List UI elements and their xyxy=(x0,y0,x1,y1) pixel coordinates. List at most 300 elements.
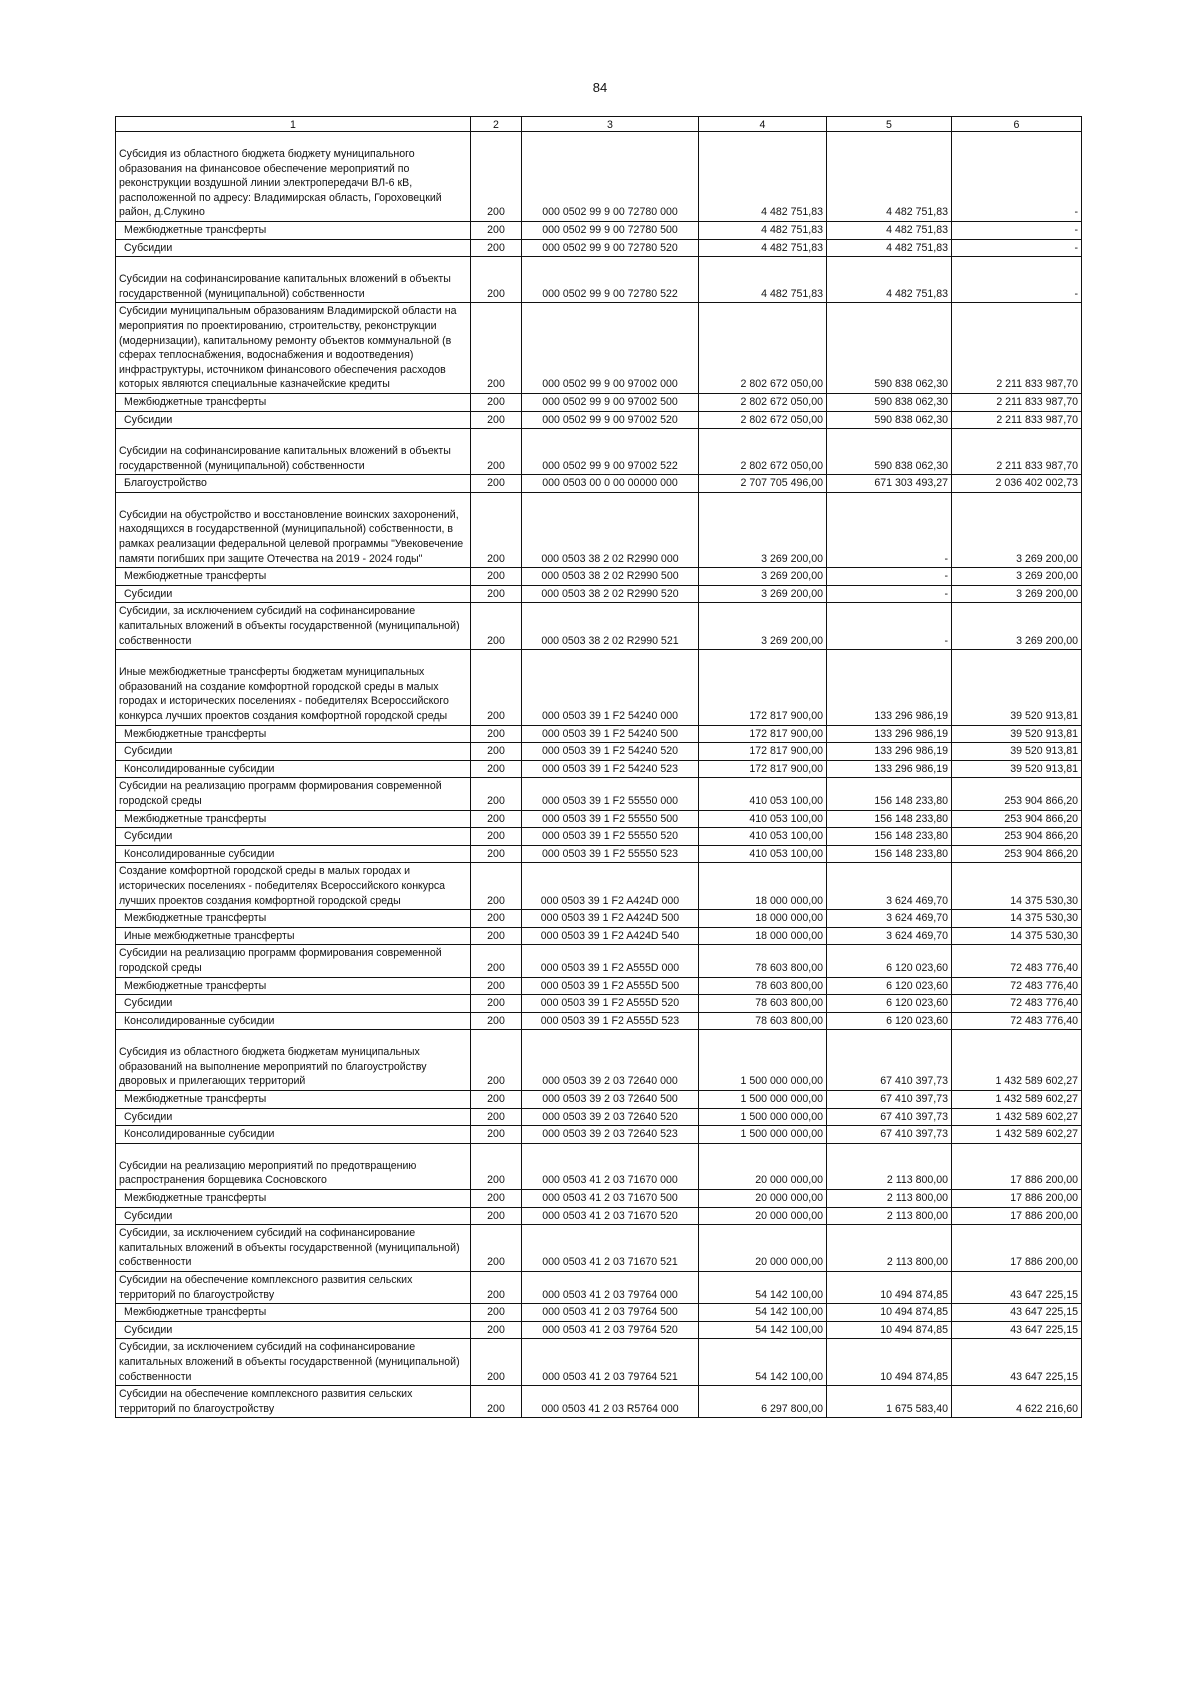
cell-text: 39 520 913,81 xyxy=(1010,745,1078,758)
cell-text: 18 000 000,00 xyxy=(755,894,823,907)
cell-text: 000 0503 39 1 F2 A555D 520 xyxy=(540,997,680,1010)
table-row xyxy=(116,743,1082,761)
cell-text: 78 603 800,00 xyxy=(755,1014,823,1027)
row-name-cell xyxy=(116,1272,471,1304)
table-row xyxy=(116,603,1082,650)
cell-text: 000 0503 00 0 00 00000 000 xyxy=(542,477,678,490)
row-classification-cell xyxy=(522,568,699,586)
row-classification-cell xyxy=(522,650,699,725)
row-classification-cell xyxy=(522,1304,699,1322)
cell-text: 200 xyxy=(487,830,505,843)
row-code-cell xyxy=(471,221,522,239)
cell-text: 2 113 800,00 xyxy=(886,1256,948,1269)
row-remaining-cell xyxy=(952,1012,1082,1030)
cell-text: 1 500 000 000,00 xyxy=(740,1128,823,1141)
row-name-cell xyxy=(116,927,471,945)
cell-text: Консолидированные субсидии xyxy=(124,1014,275,1027)
cell-text: 3 269 200,00 xyxy=(761,570,823,583)
cell-text: Межбюджетные трансферты xyxy=(124,812,267,825)
row-executed-cell xyxy=(827,1225,952,1272)
table-row xyxy=(116,1321,1082,1339)
cell-text: 1 432 589 602,27 xyxy=(995,1110,1078,1123)
row-name-cell xyxy=(116,1321,471,1339)
cell-text: Субсидии xyxy=(124,1323,173,1336)
row-code-cell xyxy=(471,603,522,650)
cell-text: 10 494 874,85 xyxy=(880,1288,948,1301)
row-executed-cell xyxy=(827,650,952,725)
cell-text: 3 269 200,00 xyxy=(1016,634,1078,647)
row-code-cell xyxy=(471,568,522,586)
row-name-cell xyxy=(116,1304,471,1322)
row-code-cell xyxy=(471,1091,522,1109)
row-classification-cell xyxy=(522,743,699,761)
column-header: 6 xyxy=(952,117,1082,132)
row-remaining-cell xyxy=(952,910,1082,928)
row-executed-cell xyxy=(827,945,952,977)
cell-text: 200 xyxy=(487,378,505,391)
cell-text: 133 296 986,19 xyxy=(874,727,948,740)
cell-text: 3 624 469,70 xyxy=(886,912,948,925)
table-row xyxy=(116,492,1082,567)
cell-text: Субсидии на обустройство и восстановление воинских захоронений, находящихся в государственной (муниципальной) собственности, в рамках реализации федеральной целевой программы "Увековечение памяти погибших при защите Отечества на 2019 - 2024 годы" xyxy=(119,508,464,565)
cell-text: 000 0503 41 2 03 71670 520 xyxy=(542,1209,678,1222)
row-classification-cell xyxy=(522,393,699,411)
cell-text: 2 211 833 987,70 xyxy=(996,413,1078,426)
cell-text: 000 0503 39 1 F2 55550 520 xyxy=(541,830,679,843)
cell-text: Межбюджетные трансферты xyxy=(124,912,267,925)
row-code-cell xyxy=(471,743,522,761)
row-remaining-cell xyxy=(952,411,1082,429)
row-classification-cell xyxy=(522,945,699,977)
row-code-cell xyxy=(471,1126,522,1144)
row-remaining-cell xyxy=(952,492,1082,567)
cell-text: Субсидии xyxy=(124,241,173,254)
cell-text: Субсидии xyxy=(124,1110,173,1123)
cell-text: 2 707 705 496,00 xyxy=(740,477,823,490)
cell-text: Субсидии xyxy=(124,413,173,426)
row-executed-cell xyxy=(827,1272,952,1304)
row-code-cell xyxy=(471,927,522,945)
cell-text: Субсидии на софинансирование капитальных вложений в объекты государственной (муниципальной) собственности xyxy=(119,445,451,472)
row-name-cell xyxy=(116,1339,471,1386)
row-executed-cell xyxy=(827,995,952,1013)
cell-text: 200 xyxy=(487,587,505,600)
row-remaining-cell xyxy=(952,1207,1082,1225)
cell-text: 200 xyxy=(487,287,505,300)
row-name-cell xyxy=(116,492,471,567)
row-remaining-cell xyxy=(952,995,1082,1013)
cell-text: 67 410 397,73 xyxy=(880,1075,948,1088)
row-name-cell xyxy=(116,828,471,846)
row-amount-cell xyxy=(699,568,827,586)
row-code-cell xyxy=(471,725,522,743)
cell-text: 54 142 100,00 xyxy=(755,1306,823,1319)
cell-text: 200 xyxy=(487,459,505,472)
row-amount-cell xyxy=(699,760,827,778)
row-classification-cell xyxy=(522,1207,699,1225)
row-name-cell xyxy=(116,1030,471,1091)
cell-text: - xyxy=(944,570,948,583)
cell-text: 4 482 751,83 xyxy=(886,241,948,254)
cell-text: 000 0503 41 2 03 R5764 000 xyxy=(541,1402,679,1415)
cell-text: 4 482 751,83 xyxy=(761,241,823,254)
cell-text: 39 520 913,81 xyxy=(1010,762,1078,775)
row-executed-cell xyxy=(827,1012,952,1030)
table-row xyxy=(116,1207,1082,1225)
row-name-cell xyxy=(116,945,471,977)
row-remaining-cell xyxy=(952,977,1082,995)
row-remaining-cell xyxy=(952,828,1082,846)
cell-text: - xyxy=(1074,223,1078,236)
row-code-cell xyxy=(471,411,522,429)
row-amount-cell xyxy=(699,1225,827,1272)
cell-text: Межбюджетные трансферты xyxy=(124,979,267,992)
table-row xyxy=(116,411,1082,429)
cell-text: 54 142 100,00 xyxy=(755,1370,823,1383)
row-remaining-cell xyxy=(952,393,1082,411)
cell-text: Межбюджетные трансферты xyxy=(124,570,267,583)
row-classification-cell xyxy=(522,1386,699,1418)
row-remaining-cell xyxy=(952,743,1082,761)
row-amount-cell xyxy=(699,411,827,429)
cell-text: Субсидии xyxy=(124,587,173,600)
cell-text: 253 904 866,20 xyxy=(1004,830,1078,843)
table-row xyxy=(116,1304,1082,1322)
table-row xyxy=(116,239,1082,257)
cell-text: 1 675 583,40 xyxy=(886,1402,948,1415)
cell-text: 000 0502 99 9 00 72780 522 xyxy=(542,287,678,300)
column-header: 4 xyxy=(699,117,827,132)
row-executed-cell xyxy=(827,1126,952,1144)
cell-text: 43 647 225,15 xyxy=(1010,1306,1078,1319)
row-remaining-cell xyxy=(952,603,1082,650)
cell-text: 000 0503 41 2 03 79764 520 xyxy=(542,1323,678,1336)
row-amount-cell xyxy=(699,1207,827,1225)
cell-text: Межбюджетные трансферты xyxy=(124,223,267,236)
table-row xyxy=(116,429,1082,475)
row-classification-cell xyxy=(522,132,699,222)
row-code-cell xyxy=(471,910,522,928)
cell-text: 14 375 530,30 xyxy=(1010,929,1078,942)
row-classification-cell xyxy=(522,411,699,429)
cell-text: 200 xyxy=(487,1128,505,1141)
cell-text: 3 269 200,00 xyxy=(761,634,823,647)
row-executed-cell xyxy=(827,863,952,910)
cell-text: 410 053 100,00 xyxy=(749,794,823,807)
table-row xyxy=(116,303,1082,394)
cell-text: Межбюджетные трансферты xyxy=(124,1306,267,1319)
cell-text: 17 886 200,00 xyxy=(1010,1174,1078,1187)
row-classification-cell xyxy=(522,1108,699,1126)
row-name-cell xyxy=(116,475,471,493)
row-code-cell xyxy=(471,778,522,810)
cell-text: 2 211 833 987,70 xyxy=(996,395,1078,408)
cell-text: 000 0503 41 2 03 79764 521 xyxy=(542,1370,678,1383)
row-executed-cell xyxy=(827,475,952,493)
row-executed-cell xyxy=(827,1321,952,1339)
row-name-cell xyxy=(116,1386,471,1418)
column-number-row xyxy=(116,117,1082,132)
row-code-cell xyxy=(471,475,522,493)
row-code-cell xyxy=(471,303,522,394)
row-amount-cell xyxy=(699,1272,827,1304)
cell-text: 200 xyxy=(487,241,505,254)
cell-text: 200 xyxy=(487,1093,505,1106)
cell-text: Субсидии на обеспечение комплексного развития сельских территорий по благоустройству xyxy=(119,1388,413,1415)
cell-text: 2 036 402 002,73 xyxy=(995,477,1078,490)
row-amount-cell xyxy=(699,1012,827,1030)
table-row xyxy=(116,927,1082,945)
cell-text: 000 0503 39 1 F2 A555D 500 xyxy=(540,979,680,992)
table-row xyxy=(116,845,1082,863)
cell-text: Субсидии на реализацию мероприятий по предотвращению распространения борщевика Сосновского xyxy=(119,1159,417,1187)
row-name-cell xyxy=(116,650,471,725)
cell-text: 3 269 200,00 xyxy=(1016,587,1078,600)
cell-text: 200 xyxy=(487,413,505,426)
cell-text: 000 0503 39 1 F2 55550 523 xyxy=(541,847,679,860)
table-row xyxy=(116,1091,1082,1109)
row-code-cell xyxy=(471,995,522,1013)
row-executed-cell xyxy=(827,1091,952,1109)
row-amount-cell xyxy=(699,910,827,928)
cell-text: 000 0503 38 2 02 R2990 000 xyxy=(541,552,679,565)
table-row xyxy=(116,132,1082,222)
table-row xyxy=(116,1225,1082,1272)
row-amount-cell xyxy=(699,492,827,567)
row-classification-cell xyxy=(522,257,699,303)
row-code-cell xyxy=(471,429,522,475)
row-amount-cell xyxy=(699,603,827,650)
cell-text: 17 886 200,00 xyxy=(1010,1192,1078,1205)
cell-text: 000 0503 41 2 03 79764 500 xyxy=(542,1306,678,1319)
row-amount-cell xyxy=(699,1304,827,1322)
row-executed-cell xyxy=(827,1030,952,1091)
row-name-cell xyxy=(116,995,471,1013)
table-row xyxy=(116,1339,1082,1386)
cell-text: 2 802 672 050,00 xyxy=(740,378,823,391)
row-name-cell xyxy=(116,1108,471,1126)
row-classification-cell xyxy=(522,778,699,810)
cell-text: - xyxy=(944,634,948,647)
cell-text: Межбюджетные трансферты xyxy=(124,727,267,740)
cell-text: 410 053 100,00 xyxy=(749,830,823,843)
cell-text: 4 482 751,83 xyxy=(761,223,823,236)
row-name-cell xyxy=(116,778,471,810)
row-code-cell xyxy=(471,132,522,222)
cell-text: - xyxy=(944,552,948,565)
row-executed-cell xyxy=(827,411,952,429)
row-executed-cell xyxy=(827,927,952,945)
row-executed-cell xyxy=(827,760,952,778)
row-classification-cell xyxy=(522,585,699,603)
cell-text: 000 0502 99 9 00 97002 522 xyxy=(542,459,678,472)
table-row xyxy=(116,475,1082,493)
cell-text: 17 886 200,00 xyxy=(1010,1256,1078,1269)
row-executed-cell xyxy=(827,1304,952,1322)
row-remaining-cell xyxy=(952,475,1082,493)
cell-text: 000 0502 99 9 00 97002 000 xyxy=(542,378,678,391)
row-remaining-cell xyxy=(952,303,1082,394)
row-code-cell xyxy=(471,760,522,778)
row-code-cell xyxy=(471,492,522,567)
row-amount-cell xyxy=(699,810,827,828)
row-code-cell xyxy=(471,257,522,303)
cell-text: 200 xyxy=(487,1110,505,1123)
row-classification-cell xyxy=(522,810,699,828)
cell-text: Субсидии на реализацию программ формирования современной городской среды xyxy=(119,947,442,974)
table-row xyxy=(116,977,1082,995)
cell-text: 000 0503 39 1 F2 54240 500 xyxy=(541,727,679,740)
row-name-cell xyxy=(116,810,471,828)
table-row xyxy=(116,778,1082,810)
cell-text: 172 817 900,00 xyxy=(749,727,823,740)
cell-text: 200 xyxy=(487,1174,505,1187)
cell-text: 18 000 000,00 xyxy=(755,929,823,942)
cell-text: Субсидии xyxy=(124,745,173,758)
row-name-cell xyxy=(116,132,471,222)
cell-text: Создание комфортной городской среды в малых городах и исторических поселениях - победителях Всероссийского конкурса лучших проектов создания комфортной городской среды xyxy=(119,865,446,907)
cell-text: 20 000 000,00 xyxy=(755,1209,823,1222)
cell-text: 000 0502 99 9 00 72780 520 xyxy=(542,241,678,254)
table-row xyxy=(116,760,1082,778)
row-name-cell xyxy=(116,1143,471,1189)
row-amount-cell xyxy=(699,475,827,493)
row-name-cell xyxy=(116,429,471,475)
cell-text: 3 269 200,00 xyxy=(761,552,823,565)
row-classification-cell xyxy=(522,303,699,394)
cell-text: 54 142 100,00 xyxy=(755,1288,823,1301)
table-row xyxy=(116,828,1082,846)
cell-text: 200 xyxy=(487,395,505,408)
cell-text: 39 520 913,81 xyxy=(1010,727,1078,740)
cell-text: 200 xyxy=(487,634,505,647)
cell-text: Консолидированные субсидии xyxy=(124,847,275,860)
row-classification-cell xyxy=(522,1339,699,1386)
cell-text: Субсидии xyxy=(124,997,173,1010)
cell-text: Субсидии, за исключением субсидий на софинансирование капитальных вложений в объекты государственной (муниципальной) собственности xyxy=(119,1341,460,1383)
row-name-cell xyxy=(116,1126,471,1144)
row-code-cell xyxy=(471,945,522,977)
row-code-cell xyxy=(471,1143,522,1189)
cell-text: 671 303 493,27 xyxy=(874,477,948,490)
cell-text: 200 xyxy=(487,847,505,860)
table-row xyxy=(116,910,1082,928)
cell-text: 200 xyxy=(487,812,505,825)
row-remaining-cell xyxy=(952,1321,1082,1339)
cell-text: 253 904 866,20 xyxy=(1004,812,1078,825)
cell-text: 000 0503 39 1 F2 55550 000 xyxy=(541,794,679,807)
row-executed-cell xyxy=(827,568,952,586)
cell-text: Межбюджетные трансферты xyxy=(124,1192,267,1205)
cell-text: 000 0502 99 9 00 97002 500 xyxy=(542,395,678,408)
table-row xyxy=(116,1386,1082,1418)
row-name-cell xyxy=(116,221,471,239)
row-remaining-cell xyxy=(952,568,1082,586)
cell-text: 10 494 874,85 xyxy=(880,1306,948,1319)
row-executed-cell xyxy=(827,810,952,828)
cell-text: 156 148 233,80 xyxy=(874,794,948,807)
cell-text: 200 xyxy=(487,745,505,758)
row-code-cell xyxy=(471,1386,522,1418)
column-header: 2 xyxy=(471,117,522,132)
row-classification-cell xyxy=(522,1190,699,1208)
cell-text: 200 xyxy=(487,552,505,565)
cell-text: 43 647 225,15 xyxy=(1010,1370,1078,1383)
row-classification-cell xyxy=(522,828,699,846)
row-executed-cell xyxy=(827,221,952,239)
row-code-cell xyxy=(471,1190,522,1208)
row-executed-cell xyxy=(827,132,952,222)
row-amount-cell xyxy=(699,845,827,863)
row-executed-cell xyxy=(827,1339,952,1386)
row-remaining-cell xyxy=(952,1225,1082,1272)
row-remaining-cell xyxy=(952,1030,1082,1091)
row-remaining-cell xyxy=(952,1143,1082,1189)
row-amount-cell xyxy=(699,221,827,239)
row-remaining-cell xyxy=(952,725,1082,743)
cell-text: 200 xyxy=(487,1075,505,1088)
cell-text: 78 603 800,00 xyxy=(755,979,823,992)
cell-text: 10 494 874,85 xyxy=(880,1370,948,1383)
cell-text: 000 0502 99 9 00 72780 500 xyxy=(542,223,678,236)
cell-text: 14 375 530,30 xyxy=(1010,912,1078,925)
cell-text: 253 904 866,20 xyxy=(1004,794,1078,807)
cell-text: Субсидии, за исключением субсидий на софинансирование капитальных вложений в объекты государственной (муниципальной) собственности xyxy=(119,1227,460,1269)
cell-text: 172 817 900,00 xyxy=(749,762,823,775)
cell-text: 200 xyxy=(487,206,505,219)
cell-text: 4 482 751,83 xyxy=(761,287,823,300)
row-remaining-cell xyxy=(952,1339,1082,1386)
table-row xyxy=(116,863,1082,910)
row-name-cell xyxy=(116,1091,471,1109)
row-executed-cell xyxy=(827,1108,952,1126)
cell-text: 590 838 062,30 xyxy=(874,459,948,472)
cell-text: 000 0503 39 1 F2 54240 523 xyxy=(541,762,679,775)
row-remaining-cell xyxy=(952,810,1082,828)
table-row xyxy=(116,1030,1082,1091)
table-row xyxy=(116,1190,1082,1208)
cell-text: 156 148 233,80 xyxy=(874,847,948,860)
row-classification-cell xyxy=(522,725,699,743)
row-remaining-cell xyxy=(952,945,1082,977)
cell-text: 4 622 216,60 xyxy=(1016,1402,1078,1415)
cell-text: 72 483 776,40 xyxy=(1010,1014,1078,1027)
row-executed-cell xyxy=(827,393,952,411)
row-executed-cell xyxy=(827,429,952,475)
cell-text: 200 xyxy=(487,997,505,1010)
cell-text: 3 624 469,70 xyxy=(886,894,948,907)
row-code-cell xyxy=(471,828,522,846)
cell-text: 200 xyxy=(487,1323,505,1336)
row-name-cell xyxy=(116,303,471,394)
cell-text: 200 xyxy=(487,912,505,925)
row-code-cell xyxy=(471,810,522,828)
row-classification-cell xyxy=(522,863,699,910)
cell-text: 43 647 225,15 xyxy=(1010,1323,1078,1336)
cell-text: - xyxy=(1074,206,1078,219)
cell-text: 200 xyxy=(487,1288,505,1301)
cell-text: 39 520 913,81 xyxy=(1010,710,1078,722)
cell-text: 1 500 000 000,00 xyxy=(740,1093,823,1106)
cell-text: 200 xyxy=(487,1192,505,1205)
row-name-cell xyxy=(116,239,471,257)
row-amount-cell xyxy=(699,995,827,1013)
cell-text: 156 148 233,80 xyxy=(874,830,948,843)
cell-text: 1 500 000 000,00 xyxy=(740,1075,823,1088)
cell-text: 000 0503 39 1 F2 54240 520 xyxy=(541,745,679,758)
row-executed-cell xyxy=(827,585,952,603)
row-name-cell xyxy=(116,977,471,995)
